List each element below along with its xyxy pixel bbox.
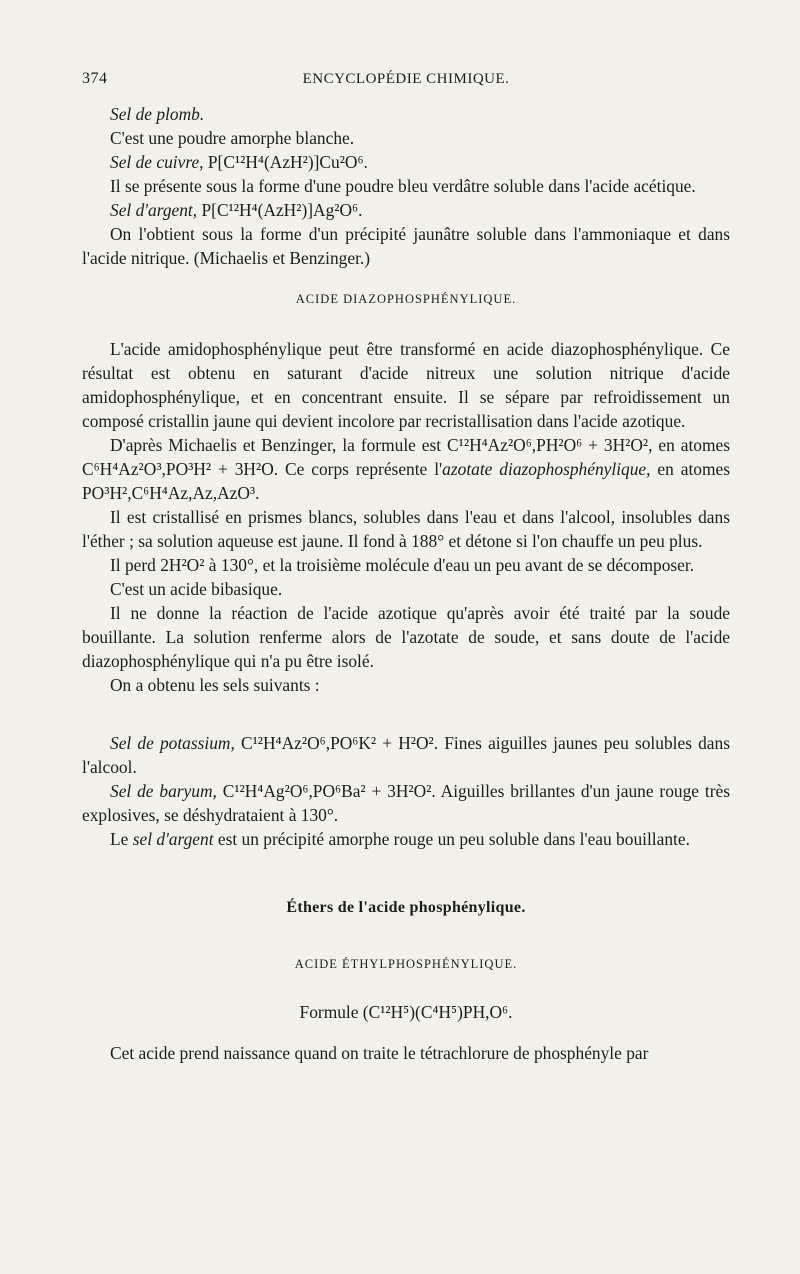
paragraph-diazo-formula	[82, 433, 730, 505]
text-span: est un précipité amorphe rouge un peu soluble dans l'eau bouillante.	[213, 829, 690, 849]
paragraph-ethyl-intro: Cet acide prend naissance quand on traite le tétrachlorure de phosphényle par	[110, 1043, 649, 1063]
text-span: Le	[110, 829, 133, 849]
section-title-ethyl: ACIDE ÉTHYLPHOSPHÉNYLIQUE.	[294, 957, 518, 971]
running-title: ENCYCLOPÉDIE CHIMIQUE.	[302, 71, 510, 87]
formula-ethyl: Formule (C¹²H⁵)(C⁴H⁵)PH,O⁶.	[299, 1002, 513, 1022]
section-title-diazo: ACIDE DIAZOPHOSPHÉNYLIQUE.	[295, 292, 517, 306]
paragraph-sel-cuivre	[82, 150, 730, 174]
paragraph-plomb-desc: C'est une poudre amorphe blanche.	[110, 128, 355, 148]
paragraph-sel-baryum	[82, 779, 730, 827]
paragraph-argent-desc: On l'obtient sous la forme d'un précipité jaunâtre soluble dans l'ammoniaque et dans l'acide nitrique. (Michaelis et Benzinger.)	[82, 224, 730, 268]
text-span: C¹²H⁴Az²O⁶,PO⁶K² + H²O². Fines aiguilles jaunes peu solubles dans l'alcool.	[82, 733, 730, 777]
salt-name-argent-diazo: sel d'argent	[132, 829, 214, 849]
heading-ethers: Éthers de l'acide phosphénylique.	[286, 899, 526, 916]
paragraph-diazo-intro: L'acide amidophosphénylique peut être transformé en acide diazophosphénylique. Ce résultat est obtenu en saturant d'acide nitreux une solution nitrique d'acide amidophosphénylique, et en concentrant ensuite. Il se sépare par refroidissement un composé cristallin jaune qui devient incolore par recristallisation dans l'acide azotique.	[82, 339, 730, 431]
page-number: 374	[82, 70, 108, 87]
formula-argent: P[C¹²H⁴(AzH²)]Ag²O⁶.	[201, 200, 363, 220]
paragraph-diazo-water: Il perd 2H²O² à 130°, et la troisième molécule d'eau un peu avant de se décomposer.	[110, 555, 695, 575]
text-span: D'après Michaelis et Benzinger, la formule est C¹²H⁴Az²O⁶,PH²O⁶ + 3H²O², en atomes C⁶H⁴Az²O³,PO³H² + 3H²O. Ce corps représente l'	[82, 435, 730, 479]
paragraph-sel-argent	[82, 198, 730, 222]
paragraph-sel-plomb	[82, 102, 730, 126]
text-span: en atomes PO³H²,C⁶H⁴Az,Az,AzO³.	[82, 459, 730, 503]
paragraph-diazo-salts: On a obtenu les sels suivants :	[110, 675, 320, 695]
salt-name-plomb: Sel de plomb.	[110, 104, 205, 124]
paragraph-sel-potassium	[82, 731, 730, 779]
formula-cuivre: P[C¹²H⁴(AzH²)]Cu²O⁶.	[207, 152, 368, 172]
spacer	[82, 697, 730, 731]
paragraph-cuivre-desc: Il se présente sous la forme d'une poudre bleu verdâtre soluble dans l'acide acétique.	[110, 176, 696, 196]
text-span: C¹²H⁴Ag²O⁶,PO⁶Ba² + 3H²O². Aiguilles brillantes d'un jaune rouge très explosives, se déshydrataient à 130°.	[82, 781, 730, 825]
paragraph-sel-argent-diazo	[82, 827, 730, 851]
running-header	[82, 70, 730, 88]
salt-name-baryum: Sel de baryum,	[110, 781, 217, 801]
azotate-name: azotate diazophosphénylique,	[442, 459, 651, 479]
paragraph-diazo-props: Il est cristallisé en prismes blancs, solubles dans l'eau et dans l'alcool, insolubles dans l'éther ; sa solution aqueuse est jaune. Il fond à 188° et détone si l'on chauffe un peu plus.	[82, 507, 730, 551]
paragraph-diazo-bibasic: C'est un acide bibasique.	[110, 579, 283, 599]
paragraph-diazo-reaction: Il ne donne la réaction de l'acide azotique qu'après avoir été traité par la soude bouillante. La solution renferme alors de l'azotate de soude, et sans doute de l'acide diazophosphénylique qui n'a pu être isolé.	[82, 603, 730, 671]
salt-name-cuivre: Sel de cuivre,	[110, 152, 204, 172]
salt-name-potassium: Sel de potassium,	[110, 733, 235, 753]
salt-name-argent: Sel d'argent,	[110, 200, 198, 220]
